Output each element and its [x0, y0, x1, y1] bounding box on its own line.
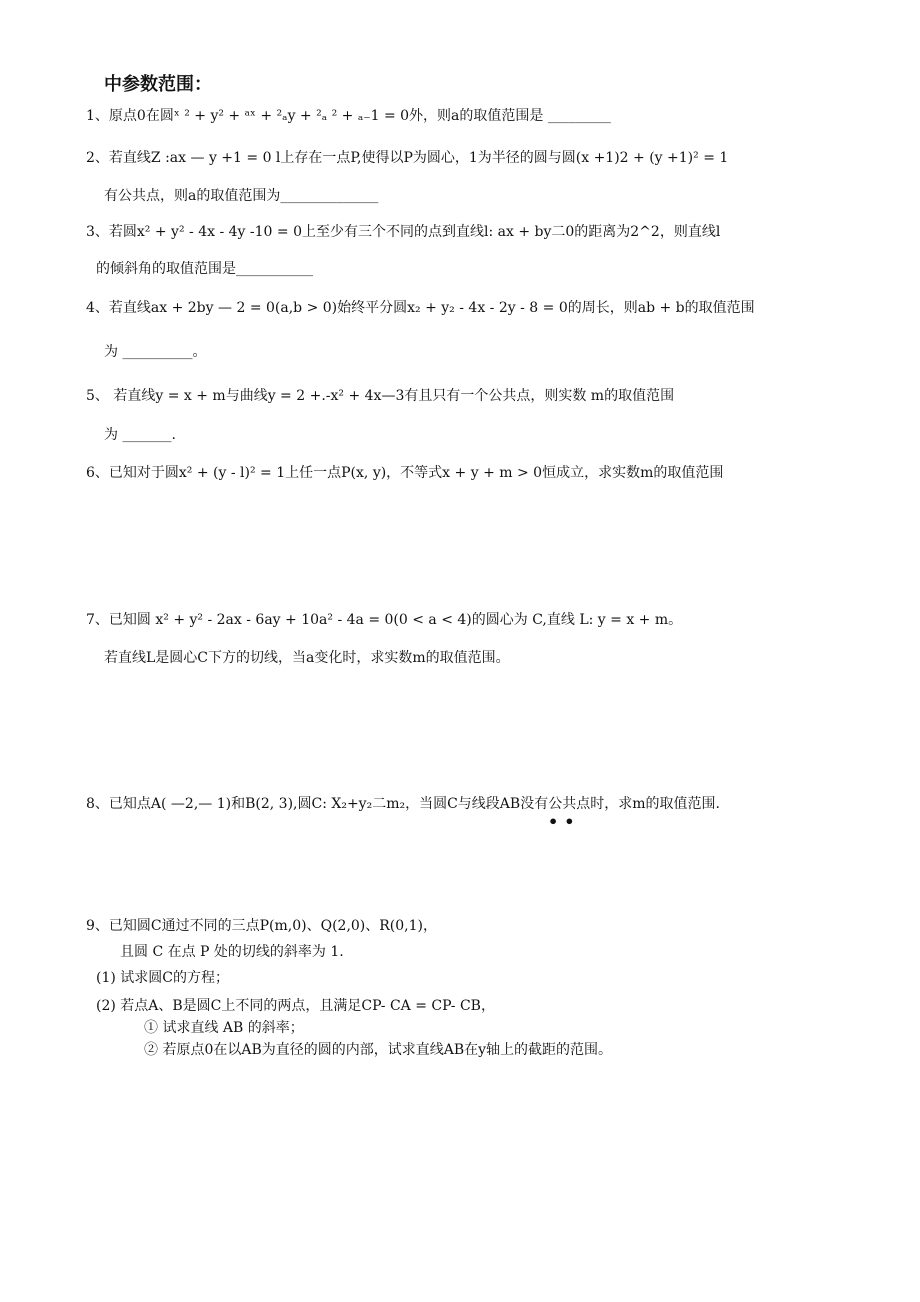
- problem-9: 9、已知圆C通过不同的三点P(m,0)、Q(2,0)、R(0,1)，: [86, 918, 437, 934]
- problem-4: 4、若直线ax + 2by — 2 = 0(a,b > 0)始终平分圆x₂ + y₂ - 4x - 2y - 8 = 0的周长，则ab + b的取值范围: [86, 300, 755, 316]
- problem-9-condition: 且圆 C 在点 P 处的切线的斜率为 1.: [120, 944, 344, 960]
- problem-2: 2、若直线Z :ax — y +1 = 0 l上存在一点P,使得以P为圆心，1为半径的圆与圆(x +1)2 + (y +1)² = 1: [86, 150, 729, 166]
- emphasis-dots: ••: [548, 812, 581, 831]
- problem-1: 1、原点0在圆ˣ ² + y² + ᵃˣ + ²ₐy + ²ₐ ² + ₐ₋1 = 0外，则a的取值范围是 _________: [86, 108, 611, 124]
- problem-9-part-2-sub-2: ② 若原点0在以AB为直径的圆的内部，试求直线AB在y轴上的截距的范围。: [144, 1042, 613, 1058]
- problem-4-cont: 为 __________。: [104, 344, 207, 360]
- problem-5-cont: 为 _______.: [104, 427, 176, 443]
- page-title: 中参数范围：: [104, 74, 212, 95]
- problem-5: 5、 若直线y = x + m与曲线y = 2 +.-x² + 4x—3有且只有一个公共点，则实数 m的取值范围: [86, 388, 675, 404]
- problem-9-part-1: (1) 试求圆C的方程；: [96, 970, 229, 986]
- problem-9-part-2-sub-1: ① 试求直线 AB 的斜率；: [144, 1020, 304, 1036]
- problem-8: 8、已知点A( —2,— 1)和B(2, 3),圆C: X₂+y₂二m₂，当圆C与线段AB没有公共点时，求m的取值范围.: [86, 796, 720, 812]
- problem-3-cont: 的倾斜角的取值范围是___________: [96, 261, 313, 277]
- problem-7-cont: 若直线L是圆心C下方的切线，当a变化时，求实数m的取值范围。: [104, 650, 510, 666]
- problem-3: 3、若圆x² + y² - 4x - 4y -10 = 0上至少有三个不同的点到直线l: ax + by二0的距离为2^2，则直线l: [86, 224, 721, 240]
- problem-6: 6、已知对于圆x² + (y - l)² = 1上任一点P(x, y)，不等式x + y + m > 0恒成立，求实数m的取值范围: [86, 465, 724, 481]
- problem-7: 7、已知圆 x² + y² - 2ax - 6ay + 10a² - 4a = 0(0 < a < 4)的圆心为 C,直线 L: y = x + m。: [86, 612, 683, 628]
- problem-2-cont: 有公共点，则a的取值范围为______________: [104, 188, 379, 204]
- problem-9-part-2: (2) 若点A、B是圆C上不同的两点，且满足CP- CA = CP- CB，: [96, 998, 495, 1014]
